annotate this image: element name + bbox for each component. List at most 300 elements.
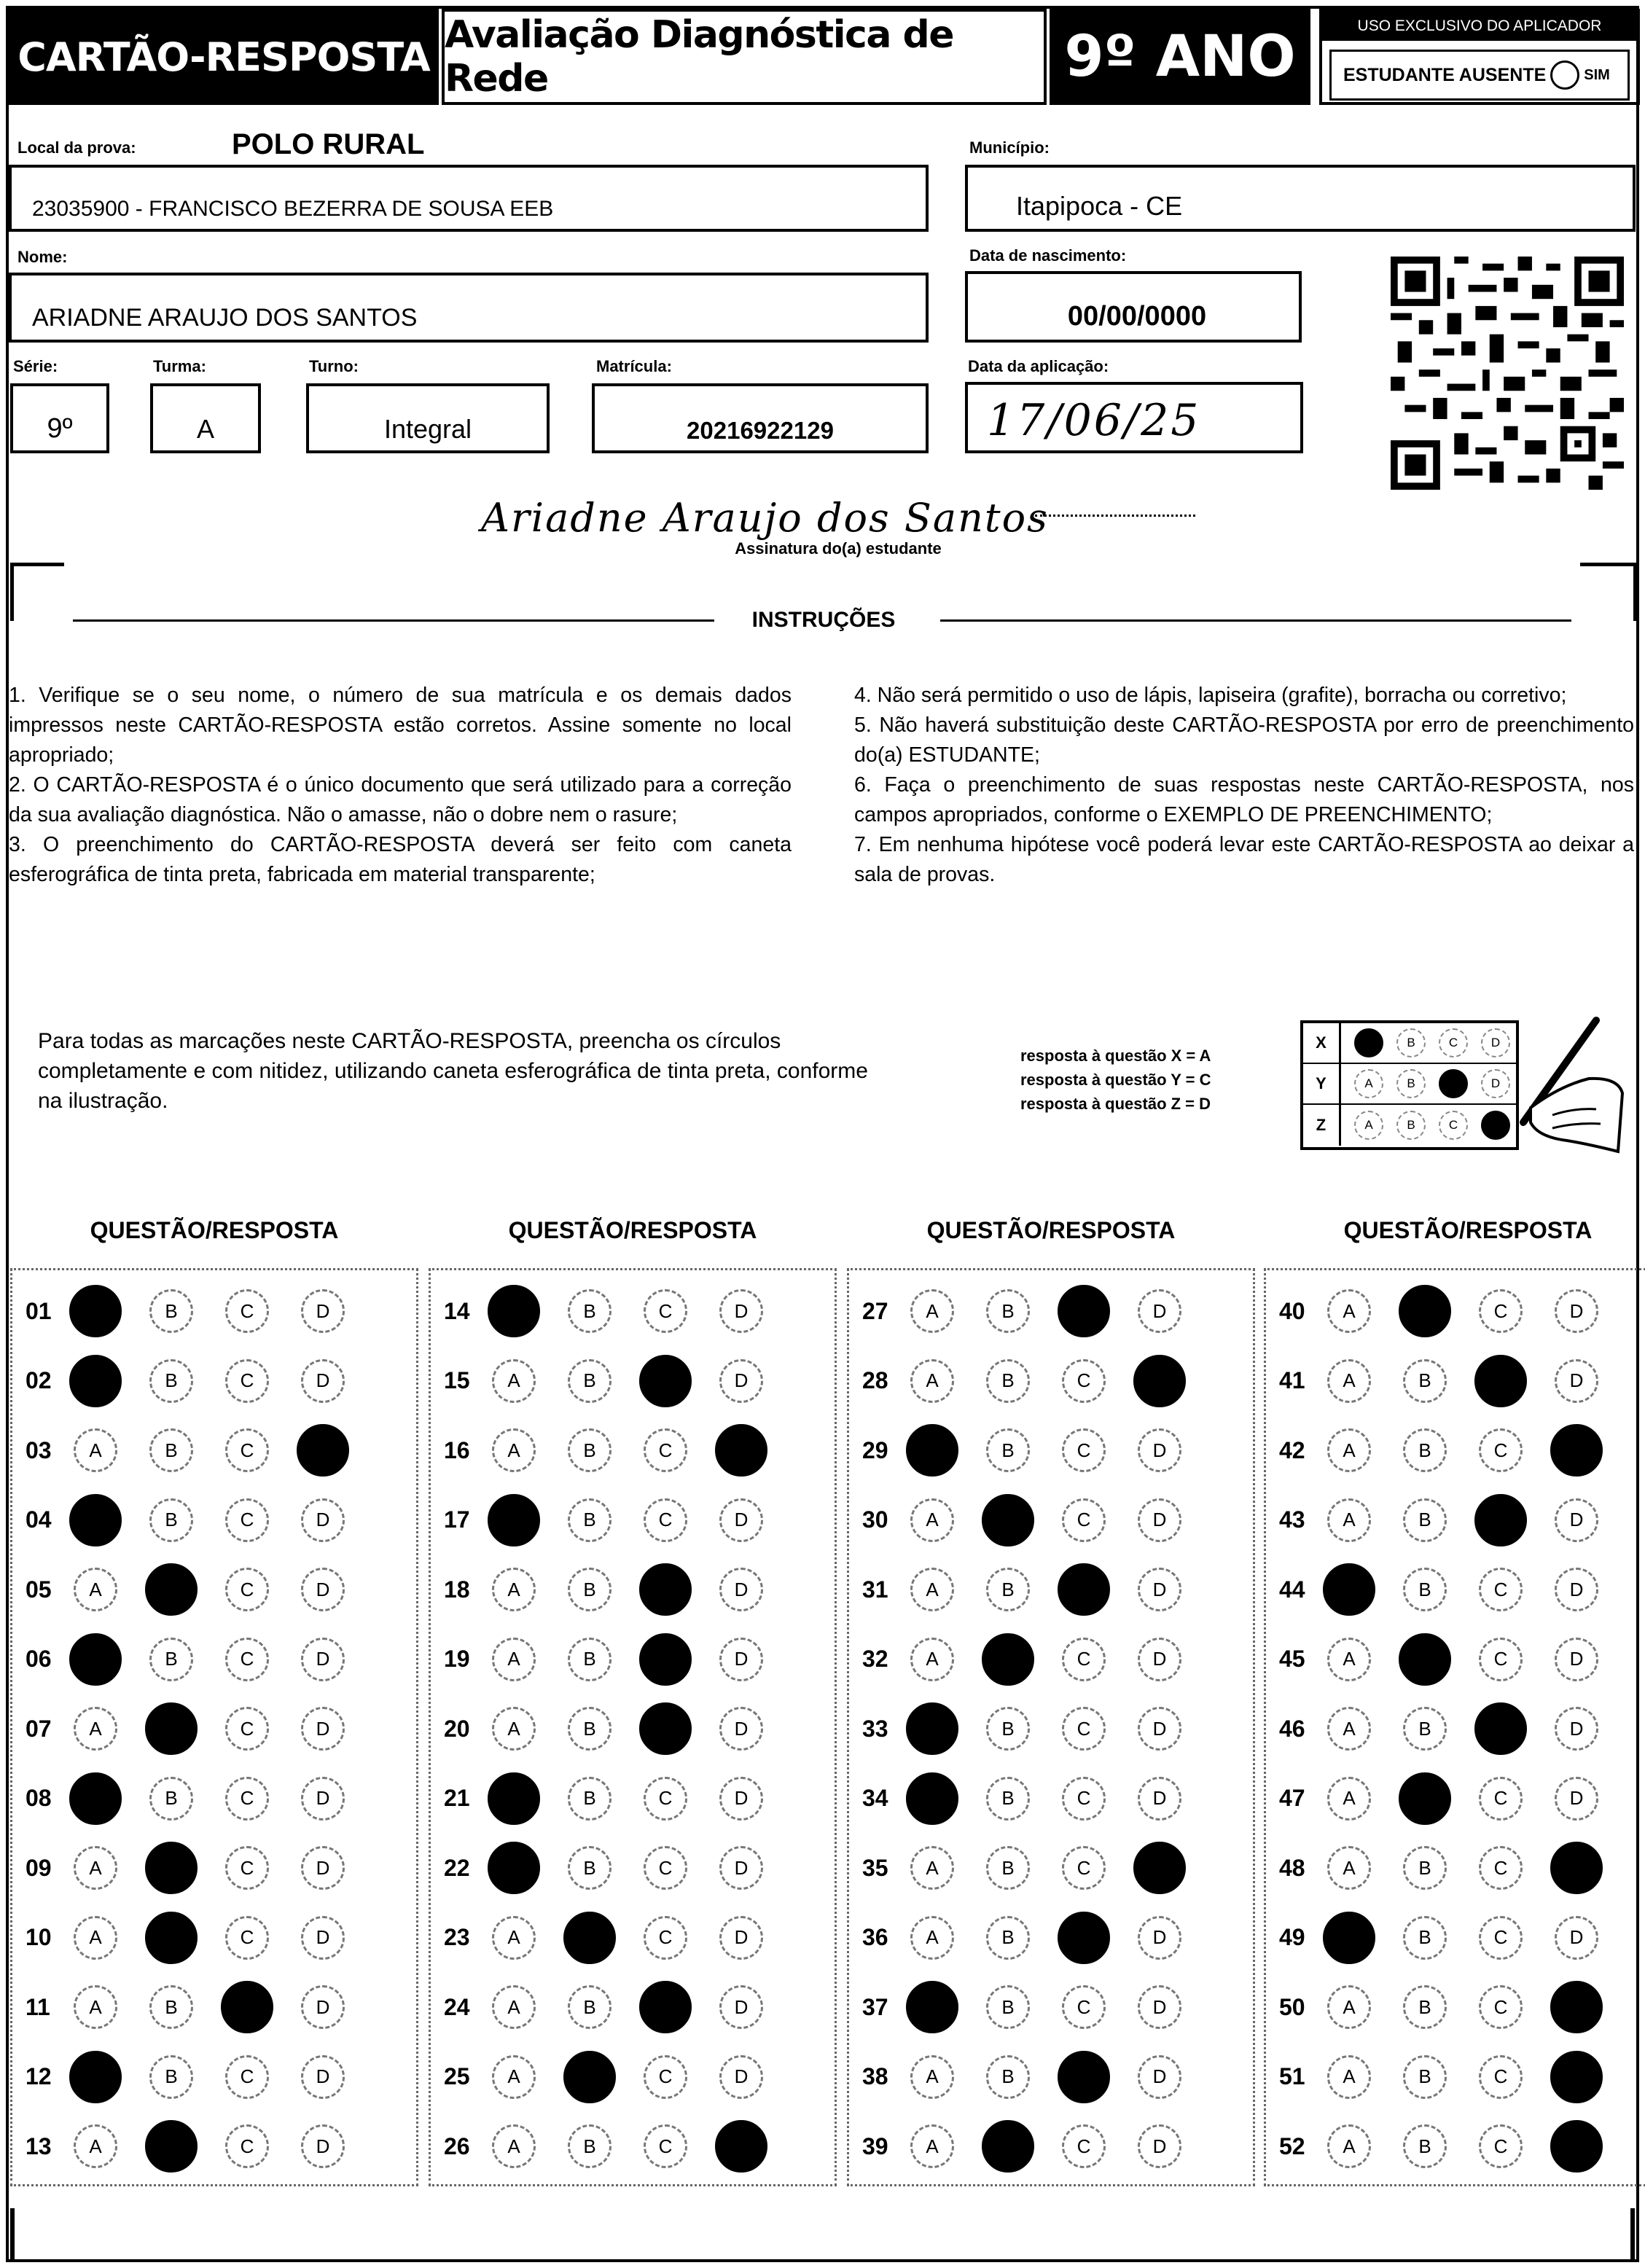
answer-bubble-d[interactable] <box>1550 1424 1603 1477</box>
answer-bubble-d[interactable] <box>1133 1842 1186 1894</box>
answer-bubble-d[interactable]: D <box>1555 1638 1598 1681</box>
answer-bubble-c[interactable] <box>1058 2051 1110 2103</box>
question-number: 25 <box>444 2063 470 2089</box>
question-number: 38 <box>862 2063 888 2089</box>
answer-bubble-c[interactable]: C <box>1062 1428 1106 1472</box>
answer-bubble-b[interactable]: B <box>149 1638 193 1681</box>
answer-bubble-c[interactable]: C <box>1479 1916 1523 1960</box>
answer-bubble-b[interactable]: B <box>568 2124 611 2168</box>
answer-bubble-c[interactable] <box>639 1981 692 2033</box>
answer-bubble-b[interactable]: B <box>1403 1428 1447 1472</box>
answer-row <box>849 1555 1253 1624</box>
answer-bubble-c[interactable]: C <box>225 1777 269 1821</box>
answer-bubble-c[interactable] <box>1058 1285 1110 1337</box>
serie-label: Série: <box>13 357 58 375</box>
answer-bubble-d[interactable] <box>1133 1355 1186 1407</box>
answer-bubble-d[interactable]: D <box>1138 1498 1181 1542</box>
answer-row <box>431 1415 835 1485</box>
answer-bubble-c[interactable]: C <box>1479 1777 1523 1821</box>
question-number: 08 <box>26 1785 52 1811</box>
answer-bubble-b[interactable]: B <box>149 1777 193 1821</box>
answer-bubble-a[interactable] <box>906 1424 958 1477</box>
answer-bubble-d[interactable]: D <box>301 1777 345 1821</box>
answer-bubble-c[interactable]: C <box>644 1428 687 1472</box>
signature-text: Ariadne Araujo dos Santos <box>481 495 1049 541</box>
answer-bubble-a[interactable]: A <box>74 1707 117 1751</box>
answer-bubble-c[interactable]: C <box>1479 1289 1523 1333</box>
answer-bubble-a[interactable] <box>69 1355 122 1407</box>
nome-field <box>9 273 929 343</box>
answer-bubble-a[interactable]: A <box>74 1428 117 1472</box>
answer-bubble-b[interactable] <box>145 1842 198 1894</box>
student-signature <box>481 480 1195 545</box>
answer-bubble-b[interactable]: B <box>986 1359 1030 1403</box>
aplicacao-label: Data da aplicação: <box>968 357 1109 375</box>
answer-bubble-a[interactable] <box>1323 1563 1375 1616</box>
answer-bubble-d[interactable]: D <box>1138 1916 1181 1960</box>
example-row <box>1303 1064 1516 1105</box>
answer-row <box>1266 1903 1645 1973</box>
answer-bubble-c[interactable] <box>221 1981 273 2033</box>
question-number: 07 <box>26 1715 52 1742</box>
answer-bubble-a[interactable]: A <box>910 1638 954 1681</box>
answer-bubble-a[interactable]: A <box>1327 1707 1371 1751</box>
answer-bubble-c[interactable]: C <box>225 1428 269 1472</box>
answer-bubble-d[interactable]: D <box>301 2055 345 2099</box>
answer-bubble-d[interactable]: D <box>1138 1777 1181 1821</box>
answer-bubble-c[interactable]: C <box>225 1846 269 1890</box>
answer-bubble-c[interactable]: C <box>1062 1985 1106 2029</box>
applicator-box <box>1319 9 1640 105</box>
answer-bubble-a[interactable]: A <box>492 2124 536 2168</box>
answer-bubble-d[interactable] <box>1550 2120 1603 2173</box>
municipio-field <box>965 165 1636 232</box>
answer-bubble-a[interactable]: A <box>74 1846 117 1890</box>
answer-bubble-a[interactable]: A <box>492 1707 536 1751</box>
answer-bubble-d[interactable]: D <box>719 1289 763 1333</box>
answer-bubble-c[interactable]: C <box>1062 1707 1106 1751</box>
answer-bubble-d[interactable]: D <box>1555 1359 1598 1403</box>
question-number: 51 <box>1279 2063 1305 2089</box>
example-bubble-d: D <box>1481 1069 1510 1098</box>
answer-row <box>849 1903 1253 1973</box>
answer-bubble-a[interactable]: A <box>910 1498 954 1542</box>
example-question-label: X <box>1303 1023 1341 1063</box>
answer-bubble-c[interactable] <box>1058 1563 1110 1616</box>
answer-bubble-d[interactable]: D <box>1138 1638 1181 1681</box>
answer-bubble-a[interactable]: A <box>1327 1428 1371 1472</box>
answer-bubble-a[interactable] <box>906 1772 958 1825</box>
answer-bubble-c[interactable]: C <box>225 1707 269 1751</box>
answer-bubble-c[interactable] <box>639 1702 692 1755</box>
answer-bubble-a[interactable]: A <box>492 1985 536 2029</box>
answer-bubble-d[interactable]: D <box>1138 2124 1181 2168</box>
example-bubble-b: B <box>1396 1069 1426 1098</box>
answer-bubble-b[interactable]: B <box>1403 1498 1447 1542</box>
answer-bubble-a[interactable] <box>488 1842 540 1894</box>
answer-bubble-c[interactable] <box>639 1355 692 1407</box>
answer-bubble-d[interactable]: D <box>719 1707 763 1751</box>
answer-bubble-c[interactable]: C <box>644 1846 687 1890</box>
answer-bubble-b[interactable]: B <box>986 1985 1030 2029</box>
answer-bubble-b[interactable] <box>982 2120 1034 2173</box>
answer-bubble-b[interactable]: B <box>1403 1359 1447 1403</box>
turma-label: Turma: <box>153 357 206 375</box>
answer-bubble-d[interactable]: D <box>719 1916 763 1960</box>
answer-bubble-a[interactable]: A <box>492 1428 536 1472</box>
answer-row <box>12 2042 416 2112</box>
question-number: 28 <box>862 1367 888 1393</box>
answer-bubble-d[interactable]: D <box>719 2055 763 2099</box>
instructions-title: INSTRUÇÕES <box>751 608 896 632</box>
answer-bubble-a[interactable]: A <box>910 1846 954 1890</box>
answer-bubble-d[interactable]: D <box>1555 1498 1598 1542</box>
answer-bubble-b[interactable]: B <box>1403 1916 1447 1960</box>
instruction-6: 6. Faça o preenchimento de suas respostas neste CARTÃO-RESPOSTA, nos campos apropriados, conforme o EXEMPLO DE PREENCHIMENTO; <box>854 773 1634 826</box>
answer-bubble-c[interactable]: C <box>225 2124 269 2168</box>
answer-bubble-b[interactable]: B <box>568 1985 611 2029</box>
answer-bubble-d[interactable]: D <box>1138 2055 1181 2099</box>
answer-row <box>12 1415 416 1485</box>
answer-bubble-d[interactable]: D <box>301 1498 345 1542</box>
answer-bubble-a[interactable]: A <box>1327 1846 1371 1890</box>
answer-bubble-a[interactable]: A <box>74 1985 117 2029</box>
answer-bubble-d[interactable] <box>1550 2051 1603 2103</box>
answer-bubble-b[interactable] <box>982 1633 1034 1686</box>
answer-bubble-a[interactable]: A <box>74 1568 117 1611</box>
answer-row <box>849 1694 1253 1764</box>
answer-bubble-c[interactable] <box>639 1563 692 1616</box>
example-bubble-d: D <box>1481 1028 1510 1057</box>
aplicacao-value: 17/06/25 <box>987 395 1201 446</box>
answer-bubble-a[interactable] <box>906 1981 958 2033</box>
answer-row <box>1266 1694 1645 1764</box>
answer-bubble-b[interactable]: B <box>568 1428 611 1472</box>
answer-bubble-a[interactable]: A <box>910 1289 954 1333</box>
answer-bubble-c[interactable]: C <box>1062 1777 1106 1821</box>
answer-bubble-c[interactable]: C <box>1062 1846 1106 1890</box>
answer-bubble-c[interactable]: C <box>644 1498 687 1542</box>
answer-bubble-c[interactable] <box>1058 1912 1110 1964</box>
answer-bubble-a[interactable]: A <box>1327 1777 1371 1821</box>
nome-value: ARIADNE ARAUJO DOS SANTOS <box>32 304 418 332</box>
answer-row <box>849 2111 1253 2181</box>
answer-bubble-c[interactable]: C <box>644 1916 687 1960</box>
answer-bubble-b[interactable]: B <box>1403 1707 1447 1751</box>
nascimento-value: 00/00/0000 <box>1067 301 1207 332</box>
answer-bubble-b[interactable]: B <box>986 1428 1030 1472</box>
answer-bubble-d[interactable] <box>1550 1981 1603 2033</box>
answer-bubble-b[interactable] <box>1399 1633 1451 1686</box>
answer-bubble-d[interactable]: D <box>301 1985 345 2029</box>
answer-bubble-a[interactable]: A <box>1327 1498 1371 1542</box>
question-number: 50 <box>1279 1993 1305 2020</box>
answer-bubble-b[interactable]: B <box>149 1359 193 1403</box>
answer-bubble-c[interactable]: C <box>644 2055 687 2099</box>
answer-row <box>12 1346 416 1416</box>
answer-bubble-d[interactable]: D <box>719 1568 763 1611</box>
instruction-1: 1. Verifique se o seu nome, o número de sua matrícula e os demais dados impressos neste CARTÃO-RESPOSTA estão corretos. Assine somente no local apropriado; <box>9 684 792 767</box>
answer-bubble-b[interactable] <box>145 2120 198 2173</box>
answer-bubble-a[interactable] <box>69 2051 122 2103</box>
answer-row <box>12 1764 416 1834</box>
instruction-3: 3. O preenchimento do CARTÃO-RESPOSTA deverá ser feito com caneta esferográfica de tinta preta, fabricada em material transparente; <box>9 833 792 886</box>
answer-bubble-a[interactable] <box>906 1702 958 1755</box>
answer-bubble-d[interactable]: D <box>719 1498 763 1542</box>
answer-bubble-c[interactable] <box>1474 1702 1527 1755</box>
instruction-2: 2. O CARTÃO-RESPOSTA é o único documento que será utilizado para a correção da sua avaliação diagnóstica. Não o amasse, não o dobre nem o rasure; <box>9 773 792 826</box>
answer-bubble-b[interactable]: B <box>149 1985 193 2029</box>
answer-bubble-d[interactable]: D <box>301 1846 345 1890</box>
answer-row <box>12 1485 416 1555</box>
question-number: 42 <box>1279 1436 1305 1463</box>
answer-bubble-a[interactable]: A <box>910 2055 954 2099</box>
answer-bubble-a[interactable]: A <box>492 1916 536 1960</box>
answer-bubble-a[interactable] <box>488 1285 540 1337</box>
answer-bubble-d[interactable] <box>1550 1842 1603 1894</box>
example-bubble-b: B <box>1396 1028 1426 1057</box>
answer-bubble-a[interactable]: A <box>1327 1985 1371 2029</box>
answer-bubble-d[interactable] <box>297 1424 349 1477</box>
answer-bubble-a[interactable] <box>1323 1912 1375 1964</box>
answer-bubble-c[interactable]: C <box>225 1498 269 1542</box>
answer-bubble-b[interactable]: B <box>568 1498 611 1542</box>
absent-bubble[interactable] <box>1550 60 1579 90</box>
answer-bubble-d[interactable]: D <box>1138 1568 1181 1611</box>
example-legend-x: resposta à questão X = A <box>1020 1047 1211 1065</box>
answer-row <box>431 2042 835 2112</box>
answer-bubble-b[interactable]: B <box>149 1289 193 1333</box>
example-bubble-a: A <box>1354 1069 1383 1098</box>
answer-bubble-a[interactable]: A <box>910 2124 954 2168</box>
answer-row <box>12 1624 416 1694</box>
answer-bubble-d[interactable]: D <box>1555 1707 1598 1751</box>
column-header: QUESTÃO/RESPOSTA <box>926 1217 1176 1243</box>
answer-bubble-b[interactable] <box>1399 1772 1451 1825</box>
answer-row <box>12 1833 416 1903</box>
question-number: 19 <box>444 1646 470 1672</box>
answer-bubble-b[interactable]: B <box>568 1638 611 1681</box>
answer-bubble-c[interactable]: C <box>225 1359 269 1403</box>
question-number: 32 <box>862 1646 888 1672</box>
answer-bubble-b[interactable] <box>563 2051 616 2103</box>
answer-bubble-c[interactable]: C <box>1479 2055 1523 2099</box>
answer-bubble-b[interactable]: B <box>1403 1985 1447 2029</box>
answer-bubble-a[interactable] <box>69 1285 122 1337</box>
turma-field <box>150 383 261 453</box>
answer-bubble-a[interactable] <box>69 1494 122 1546</box>
answer-bubble-b[interactable] <box>145 1563 198 1616</box>
answer-bubble-a[interactable]: A <box>74 2124 117 2168</box>
answer-bubble-a[interactable]: A <box>1327 2055 1371 2099</box>
answer-bubble-b[interactable]: B <box>1403 2055 1447 2099</box>
question-number: 04 <box>26 1506 52 1533</box>
nascimento-label: Data de nascimento: <box>969 246 1127 265</box>
answer-bubble-d[interactable]: D <box>301 2124 345 2168</box>
answer-bubble-b[interactable]: B <box>568 1846 611 1890</box>
answer-bubble-b[interactable]: B <box>986 1916 1030 1960</box>
answer-bubble-a[interactable]: A <box>492 1568 536 1611</box>
answer-bubble-a[interactable]: A <box>910 1568 954 1611</box>
answer-bubble-c[interactable]: C <box>1062 1498 1106 1542</box>
answer-bubble-b[interactable]: B <box>1403 2124 1447 2168</box>
answer-bubble-d[interactable]: D <box>719 1638 763 1681</box>
answer-bubble-a[interactable]: A <box>74 1916 117 1960</box>
answer-bubble-c[interactable]: C <box>1479 1846 1523 1890</box>
question-number: 12 <box>26 2063 52 2089</box>
answer-bubble-a[interactable]: A <box>492 1638 536 1681</box>
answer-bubble-d[interactable] <box>715 2120 767 2173</box>
answer-bubble-a[interactable] <box>488 1494 540 1546</box>
answer-bubble-b[interactable]: B <box>986 1707 1030 1751</box>
answer-bubble-c[interactable]: C <box>644 1777 687 1821</box>
answer-bubble-c[interactable]: C <box>1479 2124 1523 2168</box>
school-value: 23035900 - FRANCISCO BEZERRA DE SOUSA EEB <box>32 197 554 221</box>
answer-bubble-b[interactable]: B <box>986 2055 1030 2099</box>
answer-bubble-d[interactable]: D <box>301 1568 345 1611</box>
answer-bubble-b[interactable] <box>1399 1285 1451 1337</box>
answer-bubble-c[interactable]: C <box>225 1568 269 1611</box>
instructions-rule-right <box>940 619 1571 622</box>
answer-bubble-c[interactable]: C <box>225 1289 269 1333</box>
answer-bubble-b[interactable]: B <box>986 1568 1030 1611</box>
answer-bubble-b[interactable]: B <box>568 1359 611 1403</box>
answer-bubble-d[interactable]: D <box>719 1359 763 1403</box>
answer-row <box>849 1276 1253 1346</box>
answer-bubble-b[interactable] <box>145 1912 198 1964</box>
answer-row <box>1266 1415 1645 1485</box>
answer-column <box>1264 1268 1645 2186</box>
column-header: QUESTÃO/RESPOSTA <box>1343 1217 1593 1243</box>
answer-bubble-d[interactable]: D <box>719 1985 763 2029</box>
answer-bubble-d[interactable]: D <box>719 1846 763 1890</box>
answer-bubble-d[interactable]: D <box>1138 1707 1181 1751</box>
question-number: 30 <box>862 1506 888 1533</box>
answer-bubble-d[interactable]: D <box>301 1916 345 1960</box>
answer-row <box>431 1972 835 2042</box>
answer-bubble-b[interactable]: B <box>149 1498 193 1542</box>
signature-line <box>1035 515 1195 517</box>
answer-bubble-a[interactable]: A <box>910 1359 954 1403</box>
answer-bubble-d[interactable]: D <box>1555 1289 1598 1333</box>
answer-bubble-d[interactable] <box>715 1424 767 1477</box>
answer-bubble-a[interactable]: A <box>1327 1638 1371 1681</box>
frame-corner-top-left <box>10 563 64 621</box>
nascimento-field <box>965 271 1302 343</box>
answer-bubble-c[interactable] <box>1474 1494 1527 1546</box>
answer-bubble-c[interactable]: C <box>1062 2124 1106 2168</box>
question-number: 16 <box>444 1436 470 1463</box>
answer-bubble-a[interactable]: A <box>1327 1359 1371 1403</box>
answer-bubble-b[interactable]: B <box>568 1568 611 1611</box>
answer-bubble-a[interactable] <box>69 1633 122 1686</box>
answer-bubble-d[interactable]: D <box>719 1777 763 1821</box>
example-row <box>1303 1105 1516 1146</box>
answer-bubble-a[interactable]: A <box>492 2055 536 2099</box>
answer-bubble-c[interactable]: C <box>1062 1638 1106 1681</box>
answer-bubble-d[interactable]: D <box>301 1707 345 1751</box>
answer-row <box>12 1903 416 1973</box>
answer-bubble-b[interactable]: B <box>568 1707 611 1751</box>
answer-bubble-c[interactable]: C <box>644 1289 687 1333</box>
answer-bubble-b[interactable]: B <box>568 1777 611 1821</box>
answer-bubble-d[interactable]: D <box>301 1289 345 1333</box>
question-number: 41 <box>1279 1367 1305 1393</box>
question-number: 36 <box>862 1924 888 1950</box>
answer-bubble-b[interactable] <box>145 1702 198 1755</box>
answer-bubble-b[interactable]: B <box>986 1846 1030 1890</box>
answer-bubble-c[interactable]: C <box>225 1916 269 1960</box>
absent-option: SIM <box>1584 66 1610 83</box>
question-number: 34 <box>862 1785 888 1811</box>
answer-bubble-c[interactable]: C <box>1479 1428 1523 1472</box>
answer-bubble-d[interactable]: D <box>1555 1568 1598 1611</box>
answer-bubble-c[interactable] <box>639 1633 692 1686</box>
answer-bubble-a[interactable] <box>488 1772 540 1825</box>
answer-bubble-b[interactable]: B <box>986 1289 1030 1333</box>
answer-column <box>847 1268 1255 2186</box>
answer-bubble-d[interactable]: D <box>301 1359 345 1403</box>
question-number: 03 <box>26 1436 52 1463</box>
answer-bubble-a[interactable]: A <box>1327 2124 1371 2168</box>
applicator-title: USO EXCLUSIVO DO APLICADOR <box>1322 12 1637 41</box>
answer-bubble-b[interactable]: B <box>149 2055 193 2099</box>
turma-value: A <box>196 414 214 444</box>
question-number: 22 <box>444 1854 470 1881</box>
answer-bubble-c[interactable]: C <box>225 2055 269 2099</box>
question-number: 37 <box>862 1993 888 2020</box>
instructions-rule-left <box>73 619 714 622</box>
question-number: 10 <box>26 1924 52 1950</box>
answer-bubble-d[interactable]: D <box>1138 1428 1181 1472</box>
answer-bubble-a[interactable] <box>69 1772 122 1825</box>
answer-bubble-d[interactable]: D <box>301 1638 345 1681</box>
answer-bubble-d[interactable]: D <box>1138 1289 1181 1333</box>
answer-bubble-c[interactable]: C <box>225 1638 269 1681</box>
evaluation-title: Avaliação Diagnóstica de Rede <box>442 9 1047 105</box>
question-number: 52 <box>1279 2132 1305 2159</box>
answer-row <box>431 2111 835 2181</box>
answer-bubble-b[interactable]: B <box>1403 1568 1447 1611</box>
answer-row <box>849 1833 1253 1903</box>
answer-bubble-a[interactable]: A <box>492 1359 536 1403</box>
answer-bubble-c[interactable] <box>1474 1355 1527 1407</box>
answer-row <box>431 1833 835 1903</box>
answer-bubble-b[interactable]: B <box>986 1777 1030 1821</box>
answer-bubble-b[interactable]: B <box>568 1289 611 1333</box>
answer-bubble-c[interactable]: C <box>1479 1568 1523 1611</box>
example-question-label: Z <box>1303 1105 1341 1146</box>
answer-row <box>849 1346 1253 1416</box>
instruction-4: 4. Não será permitido o uso de lápis, lapiseira (grafite), borracha ou corretivo; <box>854 684 1567 707</box>
question-number: 06 <box>26 1646 52 1672</box>
answer-bubble-c[interactable]: C <box>1479 1638 1523 1681</box>
answer-bubble-d[interactable]: D <box>1138 1985 1181 2029</box>
answer-bubble-c[interactable]: C <box>1479 1985 1523 2029</box>
example-bubble-a: A <box>1354 1111 1383 1140</box>
answer-bubble-b[interactable]: B <box>149 1428 193 1472</box>
answer-bubble-c[interactable]: C <box>644 2124 687 2168</box>
matricula-value: 20216922129 <box>687 417 834 444</box>
answer-bubble-a[interactable]: A <box>910 1916 954 1960</box>
answer-bubble-b[interactable] <box>563 1912 616 1964</box>
answer-bubble-c[interactable]: C <box>1062 1359 1106 1403</box>
answer-bubble-b[interactable]: B <box>1403 1846 1447 1890</box>
answer-bubble-a[interactable]: A <box>1327 1289 1371 1333</box>
answer-bubble-b[interactable] <box>982 1494 1034 1546</box>
answer-bubble-d[interactable]: D <box>1555 1777 1598 1821</box>
answer-bubble-d[interactable]: D <box>1555 1916 1598 1960</box>
